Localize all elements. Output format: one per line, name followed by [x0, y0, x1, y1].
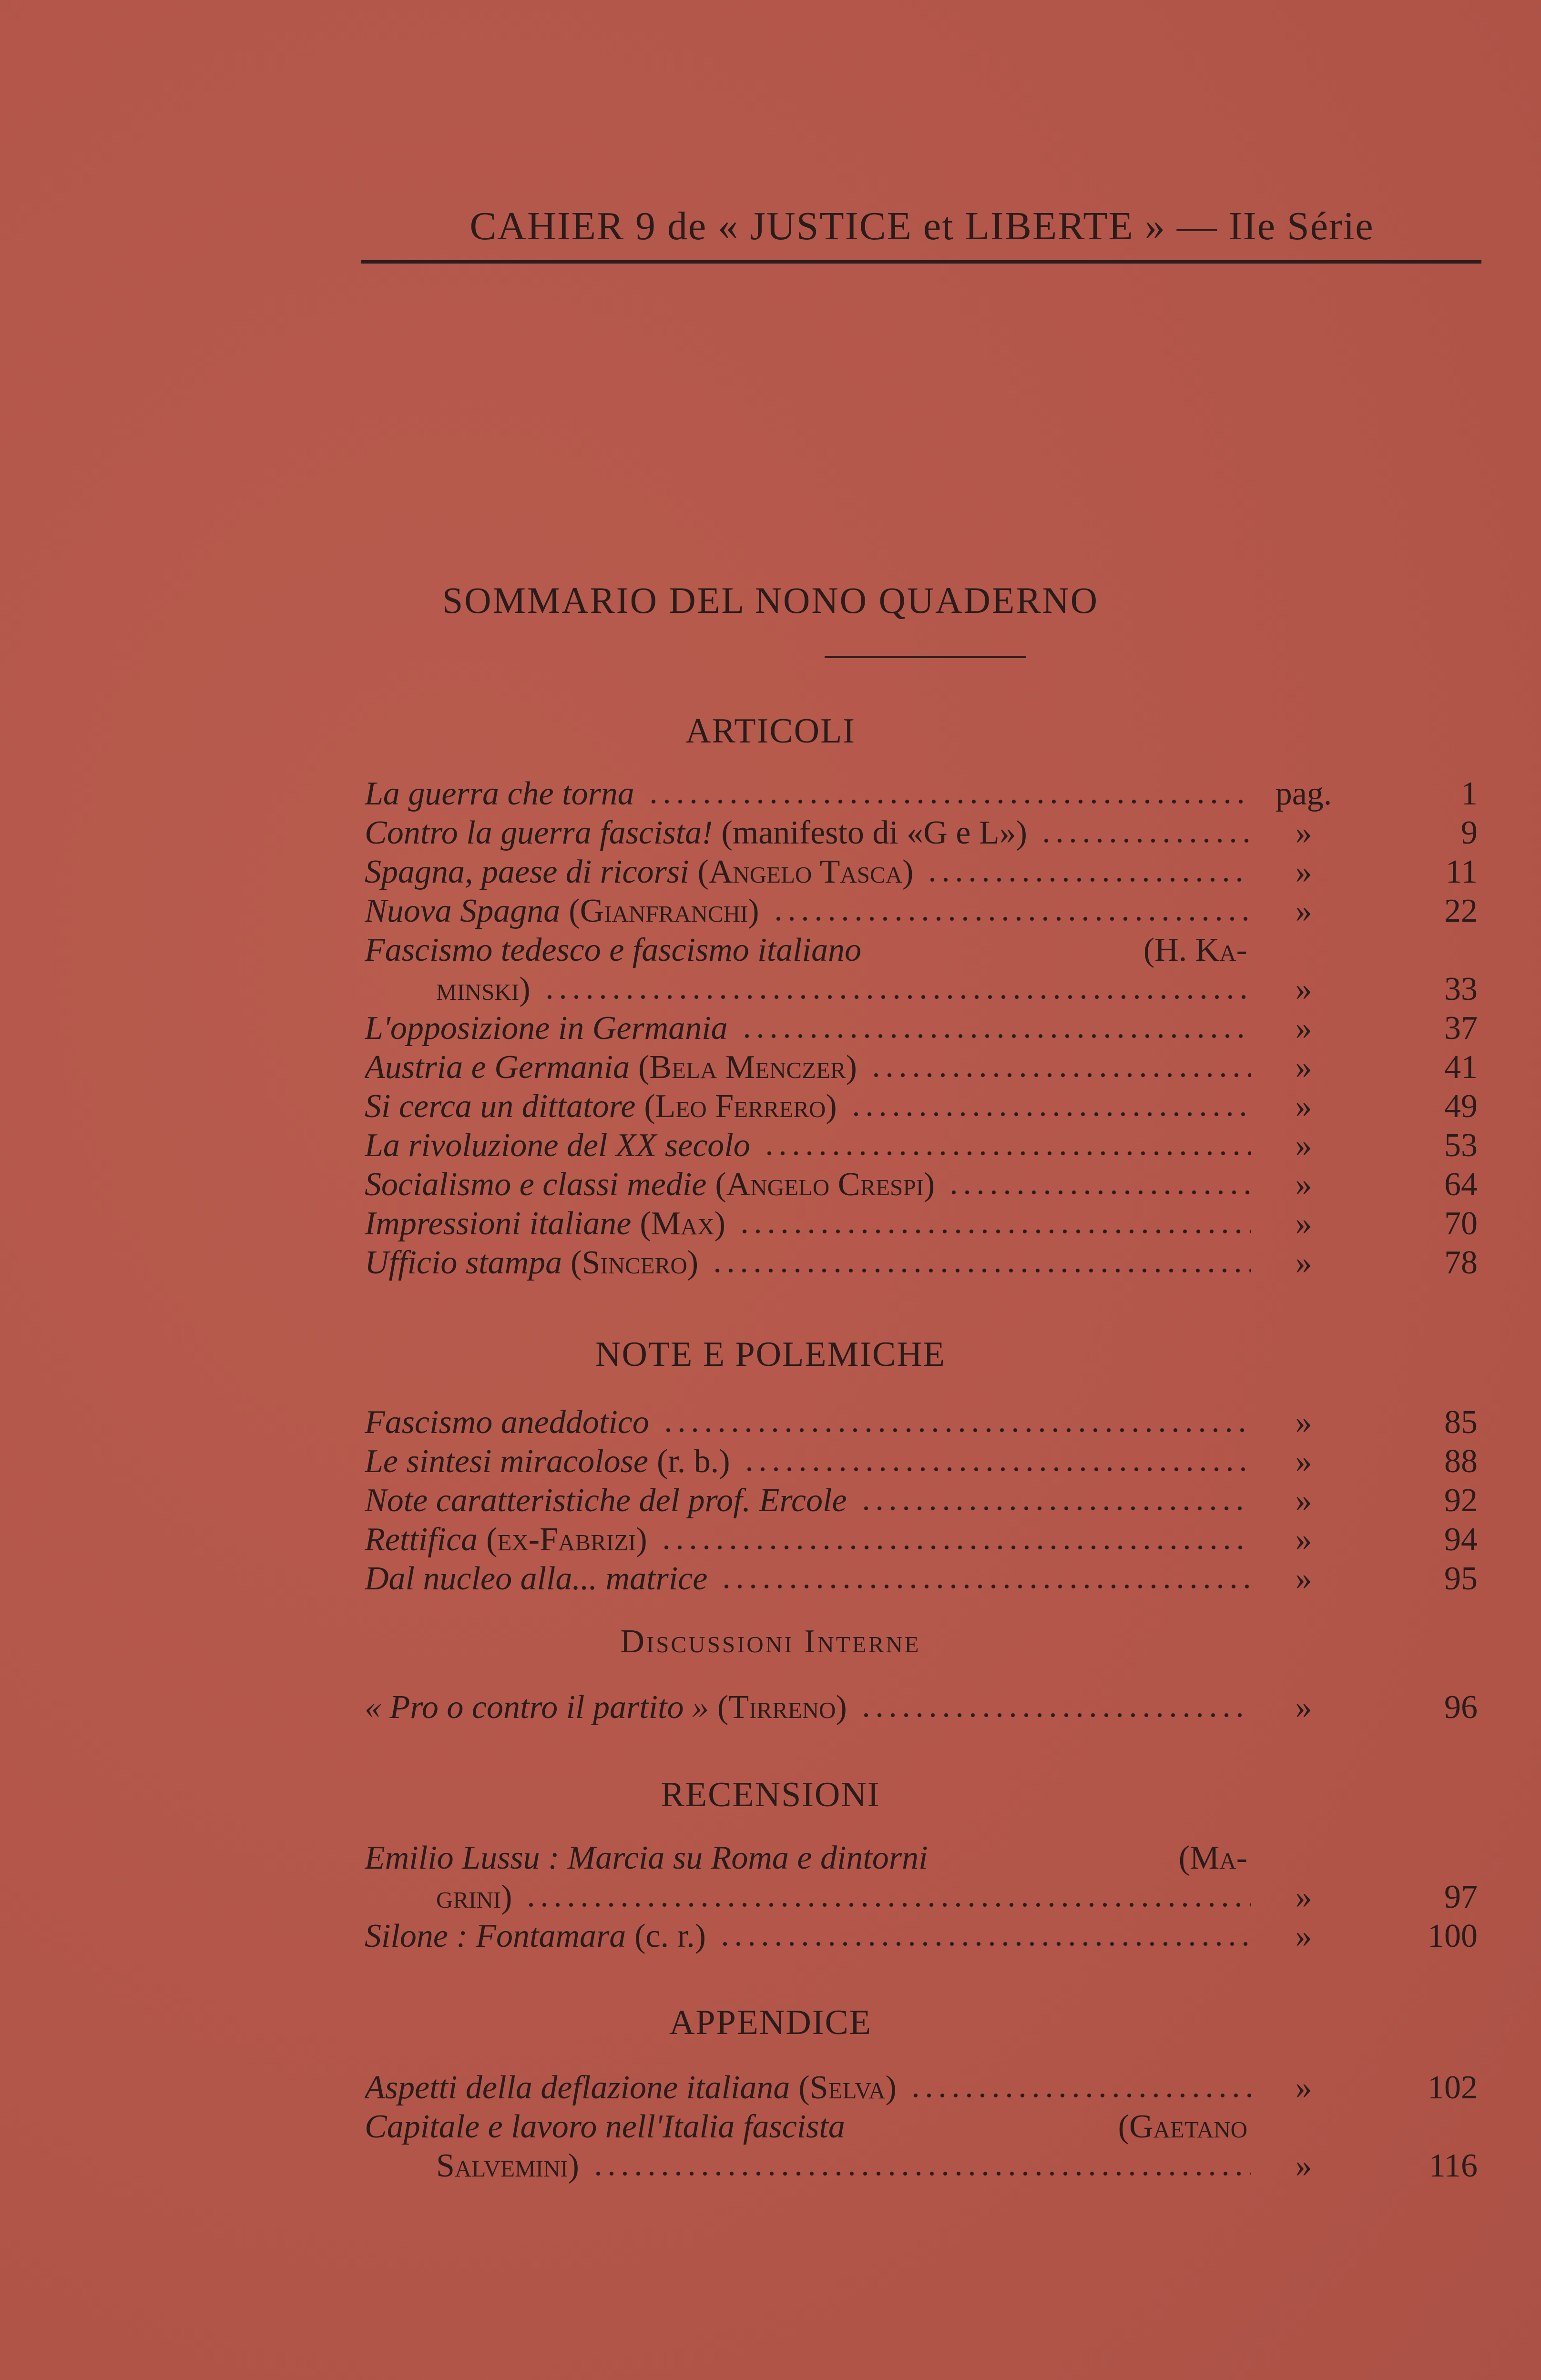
toc-entry[interactable] [365, 2068, 1478, 2107]
page-marker: » [1295, 1049, 1312, 1086]
toc-entry[interactable] [365, 1048, 1478, 1087]
page-number [1351, 1839, 1478, 1878]
entry-text: L'opposizione in Germania [365, 1010, 728, 1047]
page-number: 37 [1444, 1010, 1478, 1047]
page-marker: » [1295, 1088, 1312, 1125]
toc-entry[interactable] [365, 1009, 1478, 1048]
dot-leader [763, 1150, 1251, 1156]
entry-author: (H. Ka- [1143, 932, 1247, 968]
page-number: 53 [1444, 1127, 1478, 1164]
dot-leader [738, 1229, 1251, 1234]
page-marker: » [1295, 1482, 1312, 1519]
dot-leader [662, 1427, 1251, 1433]
page-number [1351, 931, 1478, 970]
toc-entry[interactable] [365, 892, 1478, 931]
toc-entry[interactable] [365, 1126, 1478, 1165]
dot-leader [524, 1902, 1251, 1908]
toc-line [365, 1009, 1478, 1048]
entry-text: (c. r.) [634, 1918, 706, 1954]
entry-author: (Gianfranchi) [569, 893, 759, 929]
page-marker: » [1295, 2069, 1312, 2106]
entry-text: Austria e Germania [365, 1049, 630, 1086]
entry-text: Note caratteristiche del prof. Ercole [365, 1482, 847, 1519]
toc-line [365, 774, 1478, 814]
toc-entry[interactable] [365, 1481, 1478, 1520]
entry-text: Ufficio stampa [365, 1244, 562, 1281]
entry-text: (manifesto di «G e L») [721, 814, 1027, 851]
entry-author: (Selva) [798, 2069, 897, 2106]
entry-text: Nuova Spagna [365, 893, 561, 929]
page-number: 11 [1445, 854, 1478, 890]
page-number: 22 [1444, 893, 1478, 929]
toc-entry[interactable] [365, 2107, 1478, 2186]
page-number: 64 [1444, 1166, 1478, 1203]
page-marker: » [1295, 1205, 1312, 1242]
entry-title [365, 1204, 1256, 1243]
page-number: 96 [1444, 1689, 1478, 1726]
entry-author: (Ma- [1178, 1840, 1247, 1876]
entry-author: (Bela Menczer) [638, 1049, 857, 1086]
page-marker: » [1295, 854, 1312, 890]
dot-leader [869, 1072, 1251, 1078]
entry-text: Fascismo aneddotico [365, 1404, 649, 1441]
page-number: 49 [1444, 1088, 1478, 1125]
toc-note-polemiche [365, 1403, 1478, 1598]
entry-text: Le sintesi miracolose [365, 1443, 648, 1480]
toc-line [365, 1481, 1478, 1520]
toc-recensioni [365, 1839, 1478, 1956]
section-heading-note: NOTE E POLEMICHE [595, 1335, 946, 1374]
toc-line [365, 931, 1478, 970]
entry-title [365, 1126, 1256, 1165]
page-number: 95 [1444, 1560, 1478, 1597]
entry-title [365, 1087, 1256, 1126]
toc-entry[interactable] [365, 1087, 1478, 1126]
page-marker: pag. [1275, 775, 1332, 812]
toc-entry[interactable] [365, 814, 1478, 853]
page-marker: » [1295, 1010, 1312, 1047]
entry-text: Aspetti della deflazione italiana [365, 2069, 790, 2106]
toc-line [365, 1126, 1478, 1165]
page-number: 41 [1444, 1049, 1478, 1086]
dot-leader [592, 2171, 1251, 2177]
toc-line [365, 1839, 1478, 1878]
toc-line [365, 1204, 1478, 1243]
entry-author: (ex-Fabrizi) [486, 1521, 647, 1558]
entry-title [365, 2107, 1256, 2146]
toc-line [365, 814, 1478, 853]
entry-title [365, 1442, 1256, 1481]
entry-author: (Angelo Crespi) [715, 1166, 935, 1203]
entry-author: (Sincero) [571, 1244, 699, 1281]
toc-entry[interactable] [365, 1688, 1478, 1727]
dot-leader [647, 799, 1251, 804]
entry-title [365, 2146, 1256, 2186]
entry-author: (Tirreno) [717, 1689, 847, 1726]
entry-text: La guerra che torna [365, 775, 634, 812]
entry-text: Fascismo tedesco e fascismo italiano [365, 932, 862, 968]
series-header: CAHIER 9 de « JUSTICE et LIBERTE » — IIe Série [469, 204, 1374, 248]
entry-text: (r. b.) [656, 1443, 730, 1480]
page-marker: » [1295, 1443, 1312, 1480]
entry-title [365, 892, 1256, 931]
page-number: 78 [1444, 1244, 1478, 1281]
page-number: 92 [1444, 1482, 1478, 1519]
toc-line [365, 853, 1478, 892]
dot-leader [947, 1190, 1251, 1195]
entry-text: Socialismo e classi medie [365, 1166, 707, 1203]
entry-text: Dal nucleo alla... matrice [365, 1560, 708, 1597]
toc-entry[interactable] [365, 1442, 1478, 1481]
toc-line [365, 1165, 1478, 1204]
toc-line [365, 1243, 1478, 1282]
dot-leader [711, 1268, 1251, 1273]
entry-text: Contro la guerra fascista! [365, 814, 713, 851]
toc-entry[interactable] [365, 1917, 1478, 1956]
entry-author: Salvemini) [436, 2147, 579, 2184]
toc-entry[interactable] [365, 1204, 1478, 1243]
title-rule [825, 656, 1026, 658]
entry-title [365, 1009, 1256, 1048]
page-number: 100 [1428, 1918, 1478, 1954]
page-marker: » [1295, 971, 1312, 1007]
entry-author: minski) [436, 971, 531, 1007]
toc-line [365, 1520, 1478, 1559]
entry-author: grini) [436, 1879, 512, 1915]
dot-leader [849, 1111, 1251, 1117]
page-marker: » [1295, 2147, 1312, 2184]
page-number: 9 [1461, 814, 1478, 851]
dot-leader [859, 1505, 1251, 1511]
toc-line [365, 892, 1478, 931]
dot-leader [1040, 838, 1251, 844]
page-marker: » [1295, 1521, 1312, 1558]
page-number: 102 [1428, 2069, 1478, 2106]
entry-title [365, 1165, 1256, 1204]
entry-author: (Gaetano [1118, 2108, 1247, 2145]
entry-title [365, 1403, 1256, 1442]
toc-line [365, 970, 1478, 1009]
page-marker [1256, 1839, 1351, 1878]
toc-line [365, 1917, 1478, 1956]
header-rule [361, 260, 1481, 264]
page-number: 94 [1444, 1521, 1478, 1558]
toc-entry[interactable] [365, 1520, 1478, 1559]
toc-entry[interactable] [365, 1559, 1478, 1598]
entry-text: Silone : Fontamara [365, 1918, 626, 1954]
entry-title [365, 2068, 1256, 2107]
toc-line [365, 2107, 1478, 2146]
entry-title [365, 1559, 1256, 1598]
toc-line [365, 1442, 1478, 1481]
entry-author: (Leo Ferrero) [644, 1088, 837, 1125]
page-marker: » [1295, 1166, 1312, 1203]
page-marker: » [1295, 1404, 1312, 1441]
page-number: 116 [1429, 2147, 1478, 2184]
entry-text: Capitale e lavoro nell'Italia fascista [365, 2108, 845, 2145]
section-heading-appendice: APPENDICE [669, 2003, 872, 2042]
dot-leader [718, 1941, 1251, 1947]
entry-title [365, 1917, 1256, 1956]
page-marker [1256, 2107, 1351, 2146]
entry-text: Impressioni italiane [365, 1205, 632, 1242]
page-marker: » [1295, 1918, 1312, 1954]
page-number: 33 [1444, 971, 1478, 1007]
dot-leader [740, 1033, 1251, 1039]
page-number: 88 [1444, 1443, 1478, 1480]
entry-title [365, 1481, 1256, 1520]
section-heading-recensioni: RECENSIONI [661, 1775, 880, 1814]
entry-title [365, 1839, 1256, 1878]
toc-line [365, 1878, 1478, 1917]
page-marker: » [1295, 1560, 1312, 1597]
entry-title [365, 1688, 1256, 1727]
toc-entry[interactable] [365, 1839, 1478, 1917]
dot-leader [926, 877, 1251, 883]
entry-text: Emilio Lussu : Marcia su Roma e dintorni [365, 1840, 928, 1876]
entry-title [365, 853, 1256, 892]
section-heading-discussioni: Discussioni Interne [620, 1623, 921, 1660]
toc-appendice [365, 2068, 1478, 2186]
entry-title [365, 774, 1256, 814]
dot-leader [772, 916, 1251, 922]
dot-leader [909, 2093, 1251, 2098]
page-marker: » [1295, 814, 1312, 851]
entry-text: « Pro o contro il partito » [365, 1689, 709, 1726]
entry-text: Si cerca un dittatore [365, 1088, 636, 1125]
toc-line [365, 1087, 1478, 1126]
entry-title [365, 1243, 1256, 1282]
toc-discussioni [365, 1688, 1478, 1727]
toc-line [365, 1688, 1478, 1727]
page-marker: » [1295, 1244, 1312, 1281]
page-marker: » [1295, 1879, 1312, 1915]
toc-entry[interactable] [365, 853, 1478, 892]
toc-entry[interactable] [365, 1165, 1478, 1204]
dot-leader [660, 1545, 1251, 1550]
page-number: 70 [1444, 1205, 1478, 1242]
entry-title [365, 970, 1256, 1009]
dot-leader [720, 1584, 1251, 1589]
page-number: 1 [1461, 775, 1478, 812]
entry-title [365, 814, 1256, 853]
entry-text: La rivoluzione del XX secolo [365, 1127, 750, 1164]
page-marker: » [1295, 1127, 1312, 1164]
toc-line [365, 1403, 1478, 1442]
page-marker: » [1295, 1689, 1312, 1726]
toc-line [365, 1048, 1478, 1087]
toc-articoli [365, 774, 1478, 1282]
page-title: SOMMARIO DEL NONO QUADERNO [442, 580, 1099, 621]
entry-title [365, 1048, 1256, 1087]
entry-text: Spagna, paese di ricorsi [365, 854, 689, 890]
page-number: 85 [1444, 1404, 1478, 1441]
entry-author: (Max) [640, 1205, 725, 1242]
toc-entry[interactable] [365, 1403, 1478, 1442]
page-number: 97 [1444, 1879, 1478, 1915]
dot-leader [743, 1466, 1251, 1472]
toc-entry[interactable] [365, 1243, 1478, 1282]
dot-leader [543, 994, 1251, 1000]
entry-title [365, 1520, 1256, 1559]
page-number [1351, 2107, 1478, 2146]
toc-entry[interactable] [365, 931, 1478, 1009]
page-marker [1256, 931, 1351, 970]
page-marker: » [1295, 893, 1312, 929]
entry-text: Rettifica [365, 1521, 478, 1558]
toc-entry[interactable] [365, 774, 1478, 814]
entry-title [365, 1878, 1256, 1917]
entry-title [365, 931, 1256, 970]
toc-line [365, 2146, 1478, 2186]
toc-line [365, 1559, 1478, 1598]
dot-leader [859, 1712, 1251, 1718]
section-heading-articoli: ARTICOLI [685, 712, 856, 751]
toc-line [365, 2068, 1478, 2107]
entry-author: (Angelo Tasca) [697, 854, 914, 890]
